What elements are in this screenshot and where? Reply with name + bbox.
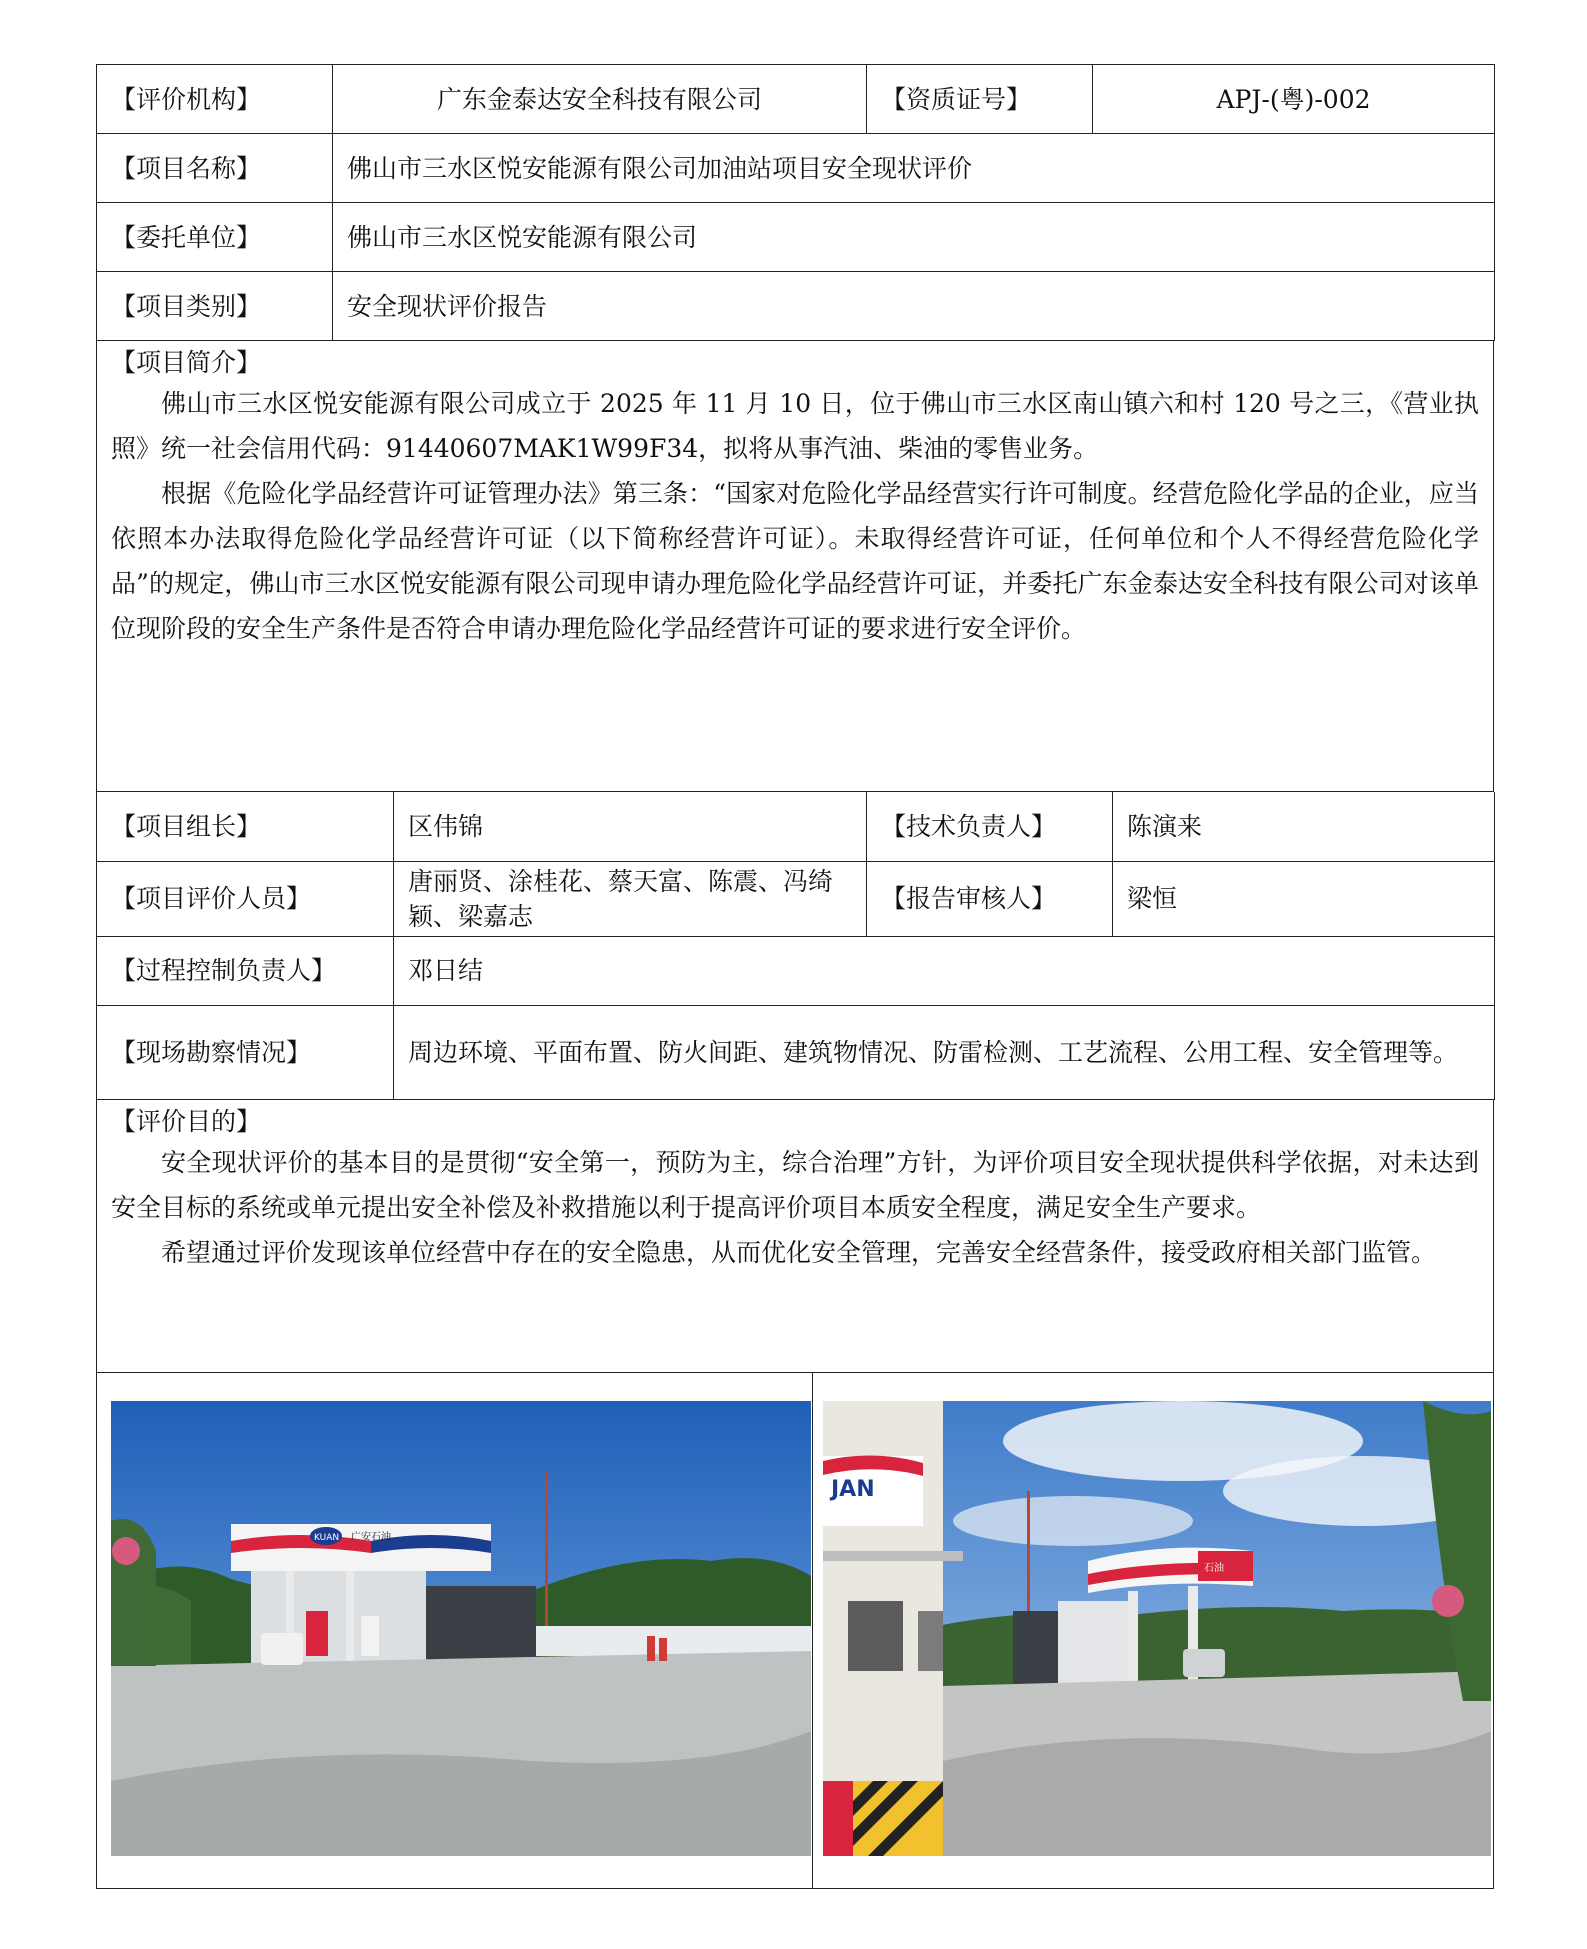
survey-label: 【现场勘察情况】 [97,1005,394,1099]
leader-label: 【项目组长】 [97,792,394,861]
purpose-paragraph-1: 安全现状评价的基本目的是贯彻“安全第一，预防为主，综合治理”方针，为评价项目安全现状提供科学依据，对未达到安全目标的系统或单元提出安全补偿及补救措施以利于提高评价项目本质安全程度，满足安全生产要求。 [111,1147,1479,1222]
reviewer-label: 【报告审核人】 [867,861,1113,936]
intro-heading: 【项目简介】 [111,348,262,377]
process-value: 邓日结 [394,936,1495,1005]
team-table [96,792,1495,1100]
station-photo-front [111,1401,811,1856]
org-label: 【评价机构】 [97,65,333,134]
cert-value: APJ-(粤)-002 [1093,65,1495,134]
left-canopy-text: 广安石油 [351,1531,391,1543]
org-value: 广东金泰达安全科技有限公司 [333,65,867,134]
purpose-section [96,1100,1494,1373]
row-category [97,272,1495,341]
process-label: 【过程控制负责人】 [97,936,394,1005]
category-label: 【项目类别】 [97,272,333,341]
client-value: 佛山市三水区悦安能源有限公司 [333,203,1495,272]
row-leader [97,792,1495,861]
report-sheet [96,64,1494,1889]
row-survey [97,1005,1495,1099]
intro-section [96,341,1494,792]
right-canopy-text: 石油 [1204,1562,1224,1574]
row-process [97,936,1495,1005]
row-client [97,203,1495,272]
tech-label: 【技术负责人】 [867,792,1113,861]
category-value: 安全现状评价报告 [333,272,1495,341]
right-brand-text: JAN [831,1476,875,1502]
tech-value: 陈演来 [1113,792,1495,861]
row-org [97,65,1495,134]
intro-paragraph-1: 佛山市三水区悦安能源有限公司成立于 2025 年 11 月 10 日，位于佛山市三水区南山镇六和村 120 号之三，《营业执照》统一社会信用代码：91440607MAK1W99F34，拟将从事汽油、柴油的零售业务。 [111,389,1479,463]
photo-row [96,1373,1494,1889]
survey-value: 周边环境、平面布置、防火间距、建筑物情况、防雷检测、工艺流程、公用工程、安全管理等。 [394,1005,1495,1099]
purpose-paragraph-2: 希望通过评价发现该单位经营中存在的安全隐患，从而优化安全管理，完善安全经营条件，接受政府相关部门监管。 [161,1237,1437,1267]
project-name-value: 佛山市三水区悦安能源有限公司加油站项目安全现状评价 [333,134,1495,203]
left-brand-text: KUAN [314,1532,340,1543]
photo-cell-right [813,1373,1493,1888]
info-table [96,64,1495,341]
cert-label: 【资质证号】 [867,65,1093,134]
photo-cell-left [97,1373,813,1888]
row-staff [97,861,1495,936]
row-project-name [97,134,1495,203]
reviewer-value: 梁恒 [1113,861,1495,936]
leader-value: 区伟锦 [394,792,867,861]
project-name-label: 【项目名称】 [97,134,333,203]
staff-label: 【项目评价人员】 [97,861,394,936]
staff-value: 唐丽贤、涂桂花、蔡天富、陈震、冯绮颖、梁嘉志 [394,861,867,936]
purpose-heading: 【评价目的】 [111,1106,262,1136]
intro-paragraph-2: 根据《危险化学品经营许可证管理办法》第三条：“国家对危险化学品经营实行许可制度。经营危险化学品的企业，应当依照本办法取得危险化学品经营许可证（以下简称经营许可证）。未取得经营许可证，任何单位和个人不得经营危险化学品”的规定，佛山市三水区悦安能源有限公司现申请办理危险化学品经营许可证，并委托广东金泰达安全科技有限公司对该单位现阶段的安全生产条件是否符合申请办理危险化学品经营许可证的要求进行安全评价。 [111,479,1479,643]
station-photo-side [823,1401,1491,1856]
client-label: 【委托单位】 [97,203,333,272]
